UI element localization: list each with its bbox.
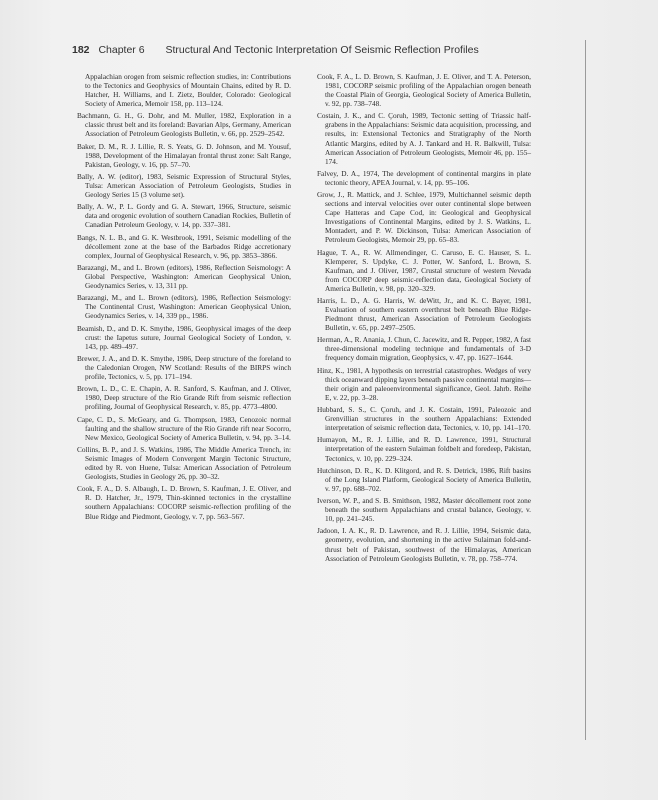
reference-entry: Hutchinson, D. R., K. D. Klitgord, and R. S. Detrick, 1986, Rift basins of the Long Island Platform, Geological Society of America Bulletin, v. 97, pp. 688–702.: [317, 465, 531, 493]
reference-entry: Beamish, D., and D. K. Smythe, 1986, Geophysical images of the deep crust: the Iapetus suture, Journal Geological Society of London, v. 143, pp. 489–497.: [77, 323, 291, 351]
reference-entry: Herman, A., R. Anania, J. Chun, C. Jacewitz, and R. Pepper, 1982, A fast three-dimensional modeling technique and fundamentals of 3-D frequency domain migration, Geophysics, v. 47, pp. 1627–1644.: [317, 335, 531, 363]
reference-entry: Humayon, M., R. J. Lillie, and R. D. Lawrence, 1991, Structural interpretation of the eastern Sulaiman foldbelt and foredeep, Pakistan, Tectonics, v. 10, pp. 229–324.: [317, 435, 531, 463]
reference-entry: Brown, L. D., C. E. Chapin, A. R. Sanford, S. Kaufman, and J. Oliver, 1980, Deep structure of the Rio Grande Rift from seismic reflection profiling, Journal of Geophysical Research, v. 85, pp. 4773–4800.: [77, 384, 291, 412]
reference-entry: Hubbard, S. S., C. Çoruh, and J. K. Costain, 1991, Paleozoic and Grenvillian structures in the southern Appalachians: Extended interpretation of seismic reflection data, Tectonics, v. 10, pp. 141–170.: [317, 405, 531, 433]
reference-entry: Grow, J., R. Mattick, and J. Schlee, 1979, Multichannel seismic depth sections and interval velocities over outer continental slope between Cape Hatteras and Cape Cod, in: Geological and Geophysical Investigations of Continental Margins, edited by J. S. Watkins, L. Montadert, and P. W. Dickinson, Tulsa: American Association of Petroleum Geologists, Memoir 29, pp. 65–83.: [317, 190, 531, 245]
reference-entry: Collins, B. P., and J. S. Watkins, 1986, The Middle America Trench, in: Seismic Images of Modern Convergent Margin Tectonic Structure, edited by R. von Huene, Tulsa: American Association of Petroleum Geologists, Studies in Geology 26, pp. 30–32.: [77, 444, 291, 482]
reference-entry: Cape, C. D., S. McGeary, and G. Thompson, 1983, Cenozoic normal faulting and the shallow structure of the Rio Grande rift near Socorro, New Mexico, Geological Society of America Bulletin, v. 94, pp. 3–14.: [77, 414, 291, 442]
reference-entry: Cook, F. A., D. S. Albaugh, L. D. Brown, S. Kaufman, J. E. Oliver, and R. D. Hatcher, Jr., 1979, Thin-skinned tectonics in the crystalline southern Appalachians: COCORP seismic-reflection profiling of the Blue Ridge and Piedmont, Geology, v. 7, pp. 563–567.: [77, 484, 291, 521]
reference-entry: Cook, F. A., L. D. Brown, S. Kaufman, J. E. Oliver, and T. A. Peterson, 1981, COCORP seismic profiling of the Appalachian orogen beneath the Coastal Plain of Georgia, Geological Society of America Bulletin, v. 92, pp. 738–748.: [317, 72, 531, 109]
reference-entry: Bally, A. W. (editor), 1983, Seismic Expression of Structural Styles, Tulsa: American Association of Petroleum Geologists, Studies in Geology Series 15 (3 volume set).: [77, 172, 291, 200]
reference-entry: Hague, T. A., R. W. Allmendinger, C. Caruso, E. C. Hauser, S. L. Klemperer, S. Updyke, C. J. Potter, W. Sanford, L. Brown, S. Kaufman, and J. Oliver, 1987, Crustal structure of western Nevada from COCORP deep seismic-reflection data, Geological Society of America Bulletin, v. 98, pp. 320–329.: [317, 247, 531, 293]
reference-entry: Appalachian orogen from seismic reflection studies, in: Contributions to the Tectonics and Geophysics of Mountain Chains, edited by R. D. Hatcher, H. Williams, and I. Zietz, Boulder, Colorado: Geological Society of America, Memoir 158, pp. 113–124.: [85, 72, 291, 109]
references-right-column: [317, 72, 531, 566]
chapter-title: Structural And Tectonic Interpretation Of Seismic Reflection Profiles: [165, 44, 479, 56]
reference-entry: Barazangi, M., and L. Brown (editors), 1986, Reflection Seismology: The Continental Crust, Washington: American Geophysical Union, Geodynamics Series, v. 14, 339 pp., 1986.: [77, 293, 291, 321]
running-header: [72, 44, 592, 56]
reference-entry: Bally, A. W., P. L. Gordy and G. A. Stewart, 1966, Structure, seismic data and orogenic evolution of southern Canadian Rockies, Bulletin of Canadian Petroleum Geology, v. 14, pp. 337–381.: [77, 202, 291, 230]
reference-entry: Costain, J. K., and C. Çoruh, 1989, Tectonic setting of Triassic half-grabens in the Appalachians: Seismic data acquisition, processing, and results, in: Extensional Tectonics and Stratigraphy of the North Atlantic Margins, edited by A. J. Tankard and H. R. Balkwill, Tulsa: American Association of Petroleum Geologists, Memoir 46, pp. 155–174.: [317, 111, 531, 166]
reference-entry: Hinz, K., 1981, A hypothesis on terrestrial catastrophes. Wedges of very thick oceanward dipping layers beneath passive continental margins—their origin and paleoenvironmental significance, Geol. Jahrb. Reihe E, v. 22, pp. 3–28.: [317, 365, 531, 402]
reference-entry: Iverson, W. P., and S. B. Smithson, 1982, Master décollement root zone beneath the southern Appalachians and crustal balance, Geology, v. 10, pp. 241–245.: [317, 496, 531, 524]
reference-entry: Harris, L. D., A. G. Harris, W. deWitt, Jr., and K. C. Bayer, 1981, Evaluation of southern eastern overthrust belt beneath Blue Ridge-Piedmont thrust, American Association of Petroleum Geologists Bulletin, v. 65, pp. 2497–2505.: [317, 296, 531, 333]
reference-entry: Barazangi, M., and L. Brown (editors), 1986, Reflection Seismology: A Global Perspective, Washington: American Geophysical Union, Geodynamics Series, v. 13, 311 pp.: [77, 263, 291, 291]
reference-entry: Brewer, J. A., and D. K. Smythe, 1986, Deep structure of the foreland to the Caledonian Orogen, NW Scotland: Results of the BIRPS winch profile, Tectonics, v. 5, pp. 171–194.: [77, 354, 291, 382]
page-number: 182: [72, 44, 90, 56]
references-left-column: [77, 72, 291, 524]
reference-entry: Baker, D. M., R. J. Lillie, R. S. Yeats, G. D. Johnson, and M. Yousuf, 1988, Development of the Himalayan frontal thrust zone: Salt Range, Pakistan, Geology, v. 16, pp. 57–70.: [77, 141, 291, 169]
reference-entry: Bachmann, G. H., G. Dohr, and M. Muller, 1982, Exploration in a classic thrust belt and its foreland: Bavarian Alps, Germany, American Association of Petroleum Geologists Bulletin, v. 66, pp. 2529–2542.: [77, 111, 291, 139]
reference-entry: Jadoon, I. A. K., R. D. Lawrence, and R. J. Lillie, 1994, Seismic data, geometry, evolution, and shortening in the active Sulaiman fold-and-thrust belt of Pakistan, southwest of the Himalayas, American Association of Petroleum Geologists Bulletin, v. 78, pp. 758–774.: [317, 526, 531, 563]
reference-entry: Falvey, D. A., 1974, The development of continental margins in plate tectonic theory, APEA Journal, v. 14, pp. 95–106.: [317, 168, 531, 187]
chapter-label: Chapter 6: [98, 44, 145, 56]
page-gutter-line: [585, 40, 586, 740]
reference-entry: Bangs, N. L. B., and G. K. Westbrook, 1991, Seismic modelling of the décollement zone at the base of the Barbados Ridge accretionary complex, Journal of Geophysical Research, v. 96, pp. 3853–3866.: [77, 232, 291, 260]
